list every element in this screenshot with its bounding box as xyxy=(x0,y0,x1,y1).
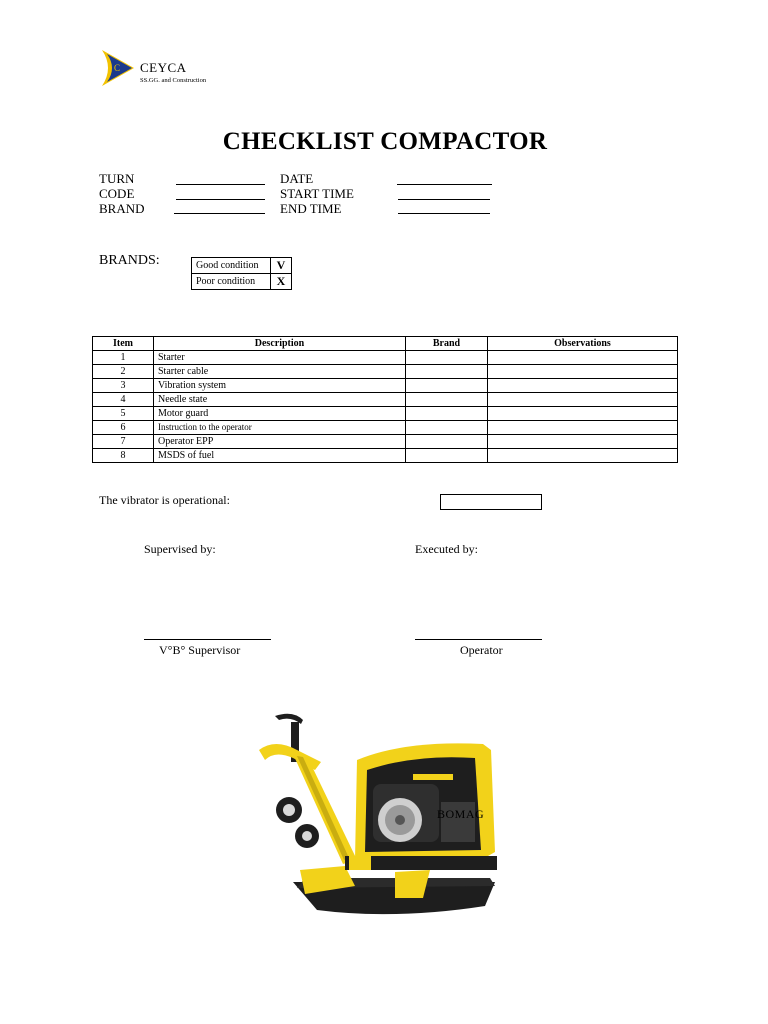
observations-cell[interactable] xyxy=(488,351,678,365)
brand-cell[interactable] xyxy=(406,407,488,421)
item-description: Operator EPP xyxy=(154,435,406,449)
observations-cell[interactable] xyxy=(488,379,678,393)
logo-company-name: CEYCA xyxy=(140,60,187,75)
item-description: Needle state xyxy=(154,393,406,407)
legend-good-symbol: V xyxy=(271,258,292,274)
brand-cell[interactable] xyxy=(406,449,488,463)
table-row xyxy=(93,449,678,463)
brand-label: BRAND xyxy=(99,201,145,216)
observations-cell[interactable] xyxy=(488,393,678,407)
brand-cell[interactable] xyxy=(406,379,488,393)
observations-cell[interactable] xyxy=(488,449,678,463)
turn-label: TURN xyxy=(99,171,135,186)
brands-label: BRANDS: xyxy=(99,253,160,268)
brand-cell[interactable] xyxy=(406,421,488,435)
item-description: Starter cable xyxy=(154,365,406,379)
observations-cell[interactable] xyxy=(488,365,678,379)
item-number: 2 xyxy=(93,365,154,379)
column-header-description: Description xyxy=(154,337,406,351)
item-number: 3 xyxy=(93,379,154,393)
start-time-label: START TIME xyxy=(280,186,354,201)
end-time-label: END TIME xyxy=(280,201,342,216)
item-number: 1 xyxy=(93,351,154,365)
company-logo xyxy=(100,48,240,90)
item-description: Starter xyxy=(154,351,406,365)
observations-cell[interactable] xyxy=(488,435,678,449)
date-field[interactable] xyxy=(397,184,492,185)
supervisor-signature-line[interactable] xyxy=(144,639,271,640)
table-row xyxy=(93,365,678,379)
ceyca-logo-icon xyxy=(100,48,136,88)
condition-legend xyxy=(191,257,292,290)
table-row xyxy=(93,393,678,407)
observations-cell[interactable] xyxy=(488,407,678,421)
legend-row-poor xyxy=(192,274,292,290)
item-description: Vibration system xyxy=(154,379,406,393)
legend-poor-symbol: X xyxy=(271,274,292,290)
column-header-observations: Observations xyxy=(488,337,678,351)
brand-cell[interactable] xyxy=(406,365,488,379)
table-row xyxy=(93,421,678,435)
item-number: 5 xyxy=(93,407,154,421)
logo-badge-letter: C xyxy=(114,63,121,73)
table-row xyxy=(93,379,678,393)
brand-cell[interactable] xyxy=(406,351,488,365)
item-description: MSDS of fuel xyxy=(154,449,406,463)
observations-cell[interactable] xyxy=(488,421,678,435)
table-row xyxy=(93,351,678,365)
code-label: CODE xyxy=(99,186,135,201)
end-time-field[interactable] xyxy=(398,213,490,214)
item-number: 4 xyxy=(93,393,154,407)
checklist-header-row xyxy=(93,337,678,351)
executed-by-label: Executed by: xyxy=(415,542,478,556)
bomag-brand-label: BOMAG xyxy=(437,807,485,821)
brand-cell[interactable] xyxy=(406,435,488,449)
legend-row-good xyxy=(192,258,292,274)
operator-caption: Operator xyxy=(460,643,503,657)
legend-good-text: Good condition xyxy=(192,258,271,274)
supervised-by-label: Supervised by: xyxy=(144,542,216,556)
item-description: Instruction to the operator xyxy=(154,421,406,435)
date-label: DATE xyxy=(280,171,314,186)
item-description: Motor guard xyxy=(154,407,406,421)
operator-signature-line[interactable] xyxy=(415,639,542,640)
turn-field[interactable] xyxy=(176,184,265,185)
operational-field[interactable] xyxy=(440,494,542,510)
compactor-image xyxy=(245,710,510,920)
logo-company-subtitle: SS.GG. and Construction xyxy=(140,77,207,84)
brand-field[interactable] xyxy=(174,213,265,214)
checklist-table xyxy=(92,336,678,463)
table-row xyxy=(93,435,678,449)
brand-cell[interactable] xyxy=(406,393,488,407)
column-header-item: Item xyxy=(93,337,154,351)
item-number: 6 xyxy=(93,421,154,435)
operational-label: The vibrator is operational: xyxy=(99,493,230,507)
code-field[interactable] xyxy=(176,199,265,200)
column-header-brand: Brand xyxy=(406,337,488,351)
item-number: 7 xyxy=(93,435,154,449)
supervisor-caption: V°B° Supervisor xyxy=(159,643,241,657)
item-number: 8 xyxy=(93,449,154,463)
legend-poor-text: Poor condition xyxy=(192,274,271,290)
table-row xyxy=(93,407,678,421)
page-title: CHECKLIST COMPACTOR xyxy=(222,128,548,155)
start-time-field[interactable] xyxy=(398,199,490,200)
